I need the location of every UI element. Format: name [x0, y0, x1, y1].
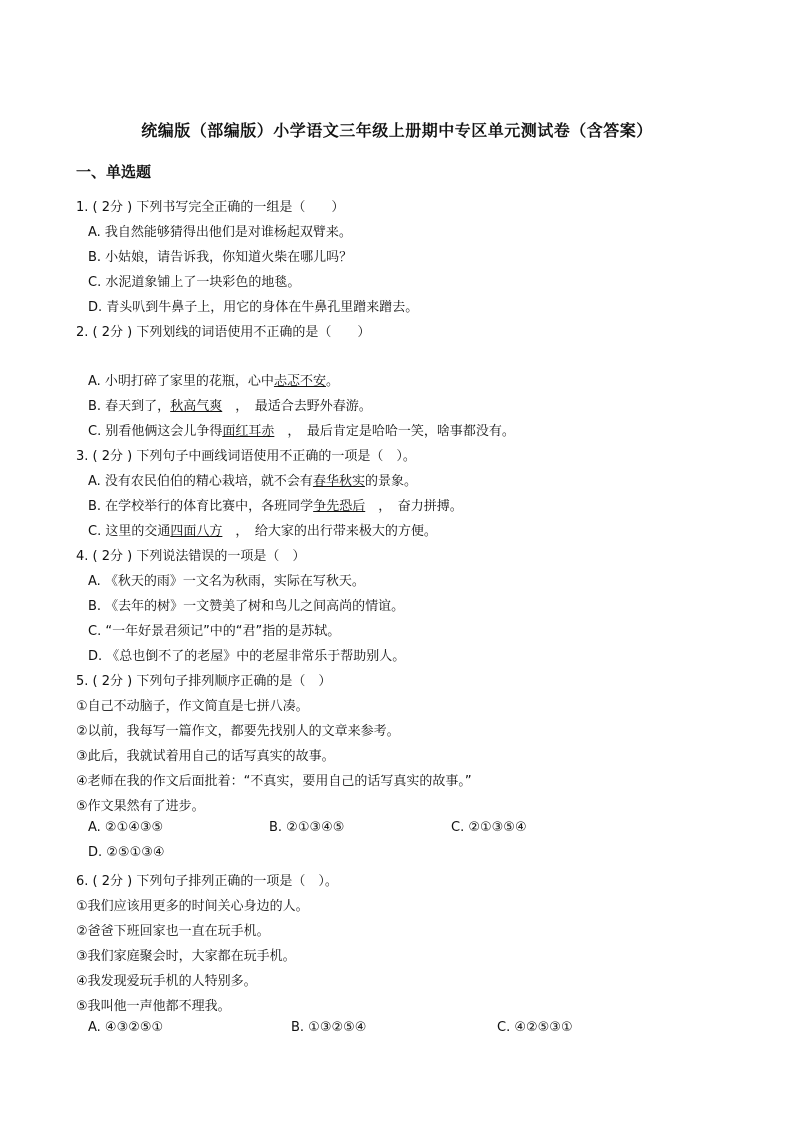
- question-5-option-a[interactable]: A. ②①④③⑤: [88, 820, 164, 835]
- question-2-option-b[interactable]: [88, 395, 372, 414]
- underlined-word: 春华秋实: [312, 474, 365, 489]
- question-3-option-a[interactable]: [88, 470, 417, 489]
- question-3-stem: 3. ( 2分 ) 下列句子中画线词语使用不正确的一项是（ ）。: [76, 449, 416, 464]
- question-1-option-c[interactable]: C. 水泥道象铺上了一块彩色的地毯。: [88, 275, 301, 290]
- question-4-option-c[interactable]: C. “一年好景君须记”中的“君”指的是苏轼。: [88, 624, 341, 639]
- question-6-sentence-1: ①我们应该用更多的时间关心身边的人。: [76, 899, 309, 914]
- question-6-option-a[interactable]: A. ④③②⑤①: [88, 1020, 164, 1035]
- question-6-sentence-5: ⑤我叫他一声他都不理我。: [76, 999, 231, 1014]
- document-title: 统编版（部编版）小学语文三年级上册期中专区单元测试卷（含答案）: [141, 121, 653, 140]
- underlined-word: 争先恐后: [313, 499, 366, 514]
- question-6-sentence-2: ②爸爸下班回家也一直在玩手机。: [76, 924, 270, 939]
- question-3-option-b[interactable]: [88, 495, 463, 514]
- question-4-stem: 4. ( 2分 ) 下列说法错误的一项是（ ）: [76, 549, 306, 564]
- question-2-stem: 2. ( 2分 ) 下列划线的词语使用不正确的是（ ）: [76, 325, 371, 340]
- underlined-word: 秋高气爽: [170, 399, 223, 414]
- question-4-option-b[interactable]: B. 《去年的树》一文赞美了树和鸟儿之间高尚的情谊。: [88, 599, 405, 614]
- section-heading: 一、单选题: [76, 163, 152, 181]
- question-5-option-d[interactable]: D. ②⑤①③④: [88, 845, 165, 860]
- option-text: C. 别看他俩这会儿争得: [88, 424, 223, 439]
- underlined-word: 四面八方: [170, 524, 223, 539]
- question-1-stem: 1. ( 2分 ) 下列书写完全正确的一组是（ ）: [76, 200, 345, 215]
- option-text: A. 没有农民伯伯的精心栽培，就不会有: [88, 474, 313, 489]
- question-4-option-d[interactable]: D. 《总也倒不了的老屋》中的老屋非常乐于帮助别人。: [88, 649, 406, 664]
- question-5-sentence-2: ②以前，我每写一篇作文，都要先找别人的文章来参考。: [76, 724, 400, 739]
- underlined-word: 忐忑不安: [273, 374, 326, 389]
- question-5-sentence-4: ④老师在我的作文后面批着：“不真实，要用自己的话写真实的故事。”: [76, 774, 472, 789]
- question-1-option-b[interactable]: B. 小姑娘，请告诉我，你知道火柴在哪儿吗？: [88, 250, 353, 265]
- question-2-option-a[interactable]: [88, 370, 339, 389]
- question-6-option-c[interactable]: C. ④②⑤③①: [497, 1020, 573, 1035]
- option-text: A. 小明打碎了家里的花瓶，心中: [88, 374, 274, 389]
- question-5-option-b[interactable]: B. ②①③④⑤: [269, 820, 345, 835]
- option-text: ， 给大家的出行带来极大的方便。: [222, 524, 437, 539]
- option-text: ， 奋力拼搏。: [365, 499, 463, 514]
- option-text: ， 最适合去野外春游。: [222, 399, 372, 414]
- option-text: C. 这里的交通: [88, 524, 171, 539]
- question-4-option-a[interactable]: A. 《秋天的雨》一文名为秋雨，实际在写秋天。: [88, 574, 365, 589]
- question-6-stem: 6. ( 2分 ) 下列句子排列正确的一项是（ ）。: [76, 874, 338, 889]
- question-2-option-c[interactable]: [88, 420, 515, 439]
- question-5-stem: 5. ( 2分 ) 下列句子排列顺序正确的是（ ）: [76, 674, 332, 689]
- question-1-option-d[interactable]: D. 青头叭到牛鼻子上，用它的身体在牛鼻孔里蹭来蹭去。: [88, 300, 419, 315]
- question-6-sentence-4: ④我发现爱玩手机的人特别多。: [76, 974, 257, 989]
- question-3-option-c[interactable]: [88, 520, 437, 539]
- question-1-option-a[interactable]: A. 我自然能够猜得出他们是对谁杨起双臂来。: [88, 225, 352, 240]
- option-text: 。: [325, 374, 339, 389]
- option-text: 的景象。: [364, 474, 417, 489]
- underlined-word: 面红耳赤: [222, 424, 275, 439]
- option-text: ， 最后肯定是哈哈一笑，啥事都没有。: [274, 424, 515, 439]
- question-6-sentence-3: ③我们家庭聚会时，大家都在玩手机。: [76, 949, 296, 964]
- question-5-option-c[interactable]: C. ②①③⑤④: [451, 820, 527, 835]
- question-6-option-b[interactable]: B. ①③②⑤④: [291, 1020, 367, 1035]
- question-5-sentence-3: ③此后，我就试着用自己的话写真实的故事。: [76, 749, 335, 764]
- question-5-sentence-5: ⑤作文果然有了进步。: [76, 799, 205, 814]
- question-5-sentence-1: ①自己不动脑子，作文简直是七拼八凑。: [76, 699, 309, 714]
- option-text: B. 在学校举行的体育比赛中，各班同学: [88, 499, 314, 514]
- option-text: B. 春天到了，: [88, 399, 171, 414]
